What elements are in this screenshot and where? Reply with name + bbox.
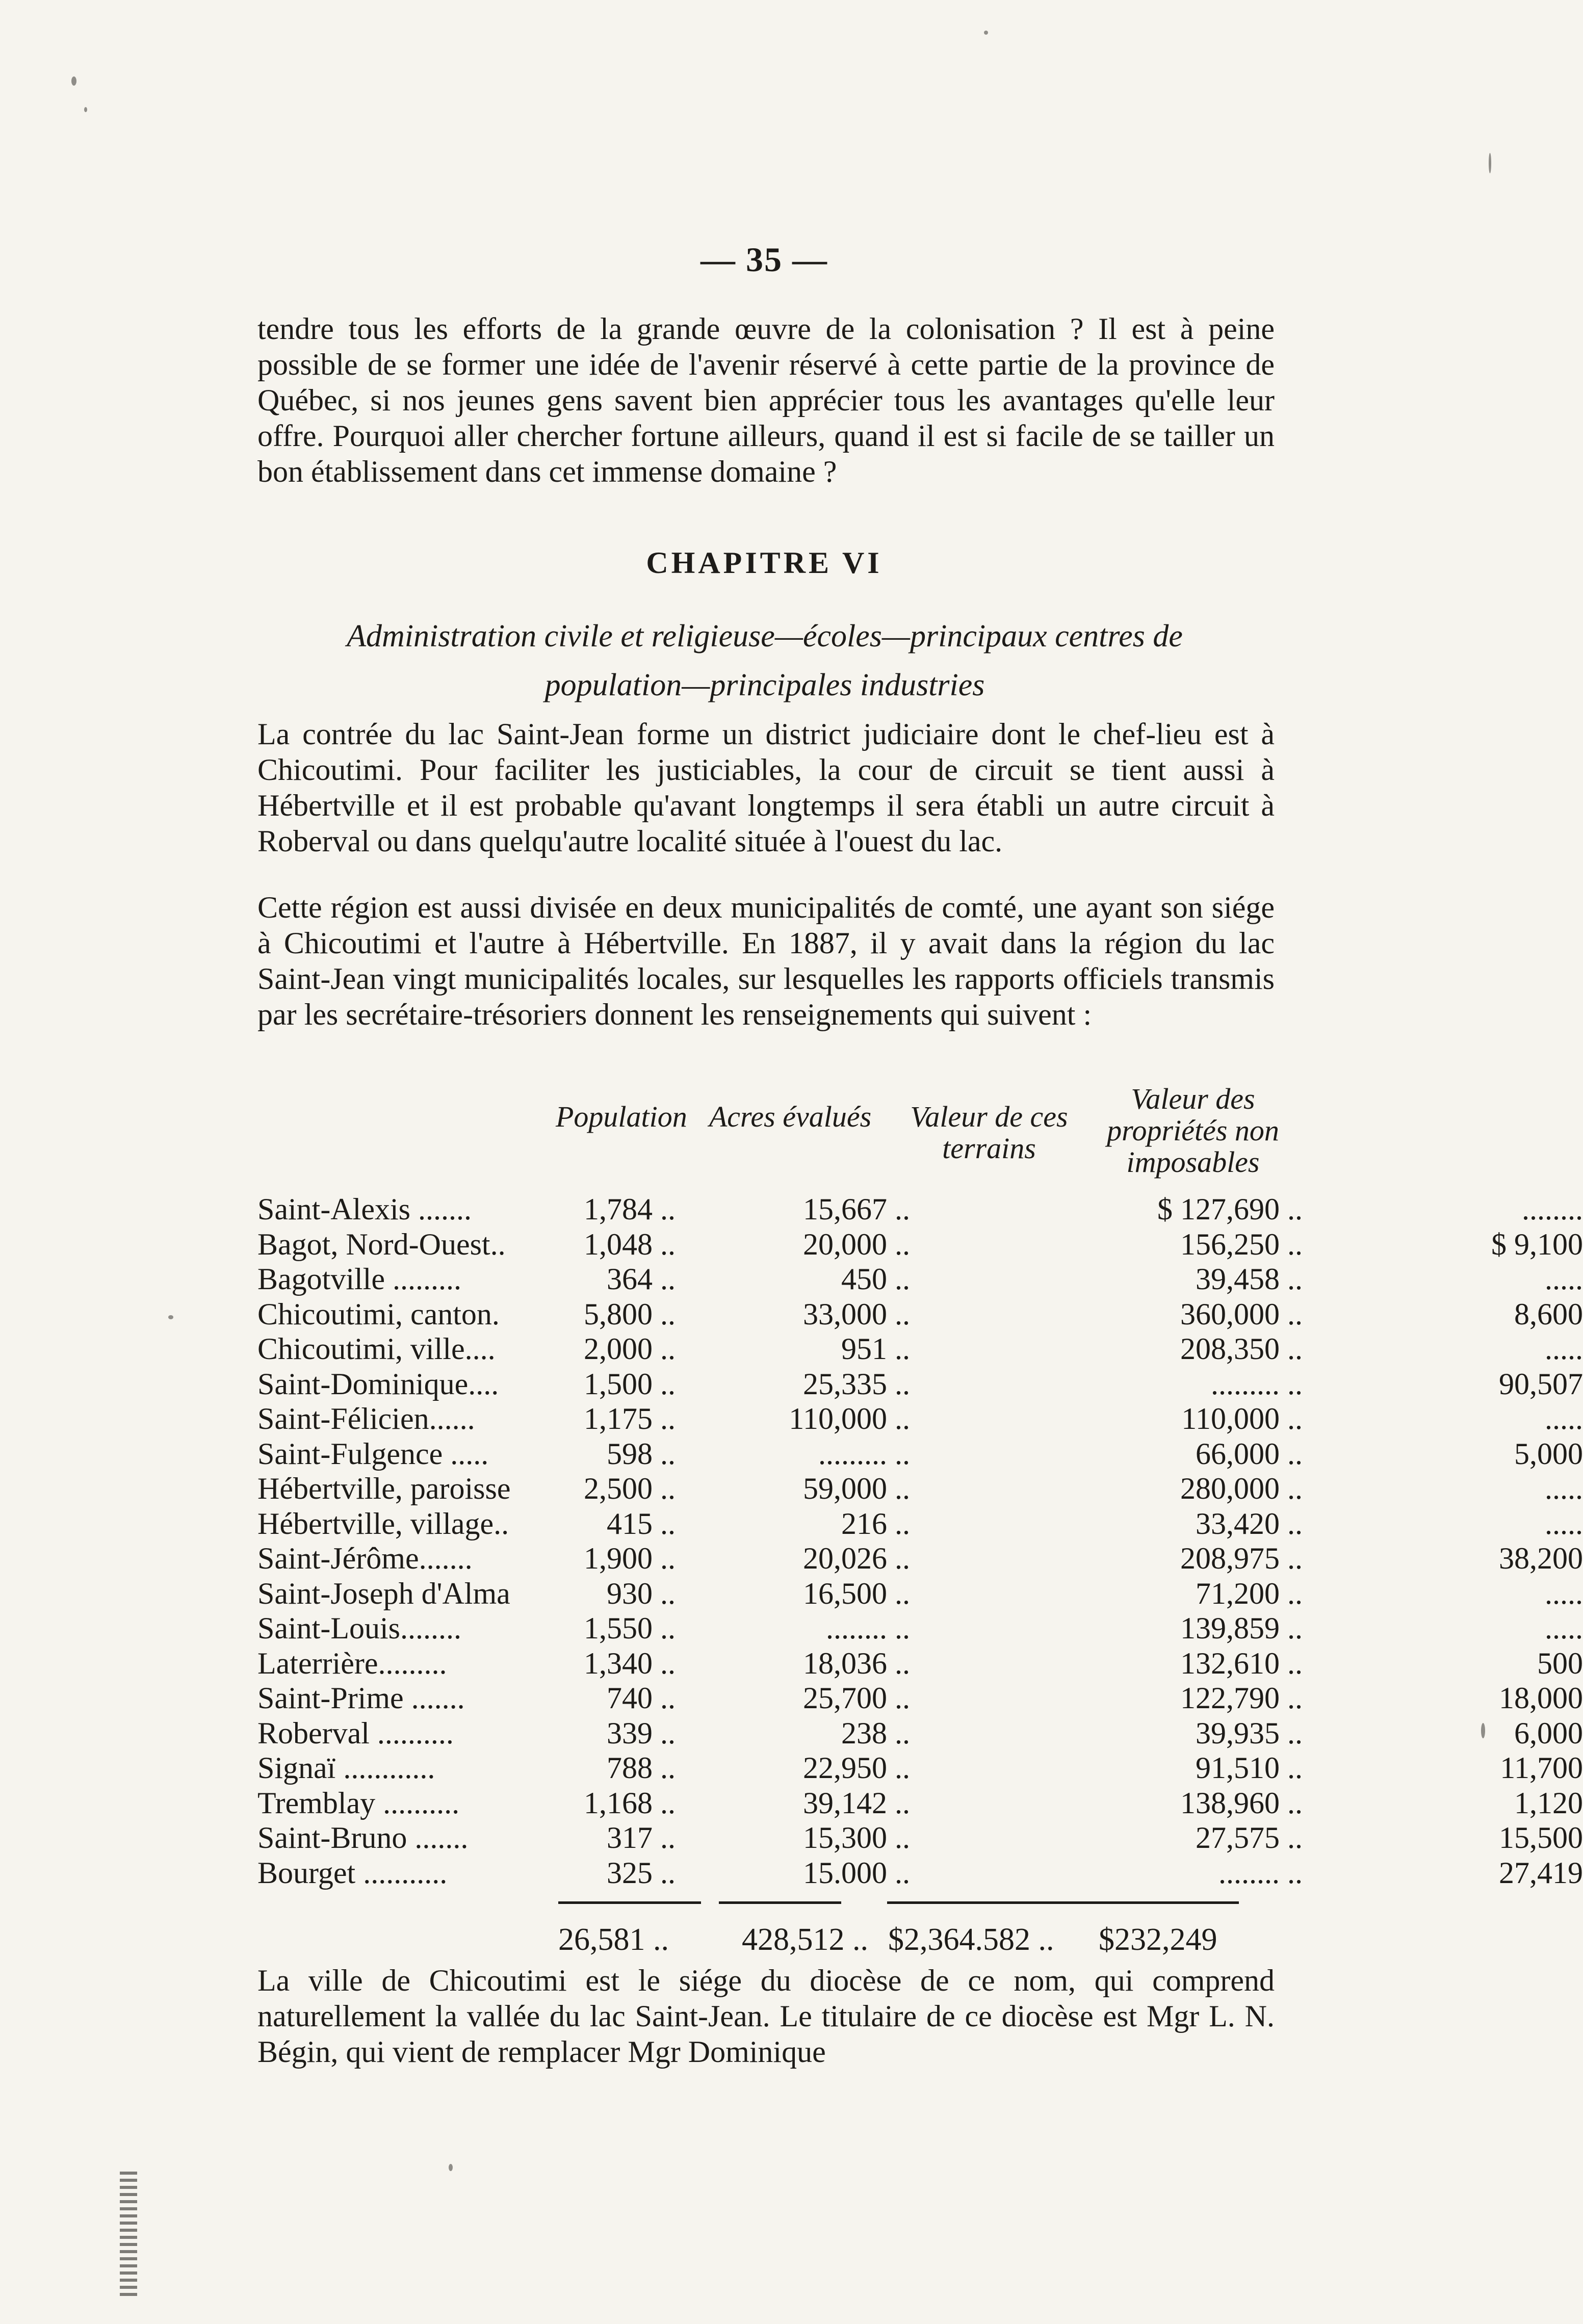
chapter-title: CHAPITRE VI	[646, 546, 883, 580]
municipality-name: Chicoutimi, canton.	[257, 1297, 500, 1331]
table-row	[257, 1297, 1583, 1332]
table-row	[257, 1227, 1583, 1262]
acres-cell: 15,300 ..	[803, 1821, 910, 1855]
proprietes-cell: .....	[1545, 1506, 1583, 1540]
municipality-name: Signaï ............	[257, 1751, 435, 1785]
municipality-name: Chicoutimi, ville....	[257, 1332, 496, 1366]
chapter-subtitle: Administration civile et religieuse—écoles—principaux centres de population—principales industries	[347, 619, 1183, 702]
table-row	[257, 1367, 1583, 1402]
total-valeur: $2,364.582 ..	[888, 1922, 1054, 1957]
total-rule	[887, 1901, 1111, 1904]
population-cell: 1,168 ..	[584, 1786, 676, 1820]
population-cell: 317 ..	[607, 1821, 676, 1855]
scan-speck	[984, 31, 988, 35]
acres-cell: 15.000 ..	[803, 1856, 910, 1890]
acres-cell: 110,000 ..	[789, 1402, 910, 1435]
population-cell: 740 ..	[607, 1681, 676, 1715]
municipality-name: Saint-Fulgence .....	[257, 1437, 489, 1471]
paragraph-municipalities: Cette région est aussi divisée en deux municipalités de comté, une ayant son siége à Chicoutimi et l'autre à Hébertville. En 1887, il y avait dans la région du lac Saint-Jean vingt municipalités locales, sur lesquelles les rapports officiels transmis par les secrétaire-trésoriers donnent les renseignements qui suivent :	[257, 891, 1275, 1031]
binding-edge-mark	[120, 2172, 137, 2299]
population-cell: 5,800 ..	[584, 1297, 676, 1331]
population-cell: 1,340 ..	[584, 1646, 676, 1680]
proprietes-cell: .....	[1545, 1472, 1583, 1505]
municipality-name: Hébertville, village..	[257, 1506, 509, 1540]
total-rule	[1101, 1901, 1239, 1904]
table-row	[257, 1786, 1583, 1821]
table-row	[257, 1471, 1583, 1506]
table-row	[257, 1401, 1583, 1437]
valeur-cell: ......... ..	[1211, 1367, 1303, 1401]
municipality-name: Saint-Jérôme.......	[257, 1542, 473, 1575]
header-acres: Acres évalués	[709, 1100, 872, 1133]
acres-cell: 33,000 ..	[803, 1297, 910, 1331]
table-row	[257, 1820, 1583, 1856]
population-cell: 1,784 ..	[584, 1192, 676, 1226]
proprietes-cell: 1,120	[1514, 1786, 1583, 1820]
table-row	[257, 1611, 1583, 1646]
valeur-cell: 280,000 ..	[1180, 1472, 1303, 1505]
paragraph-intro: tendre tous les efforts de la grande œuvre de la colonisation ? Il est à peine possible de se former une idée de l'avenir réservé à cette partie de la province de Québec, si nos jeunes gens savent bien apprécier tous les avantages qu'elle leur offre. Pourquoi aller chercher fortune ailleurs, quand il est si facile de se tailler un bon établissement dans cet immense domaine ?	[257, 312, 1275, 488]
valeur-cell: 27,575 ..	[1196, 1821, 1303, 1855]
page-number: — 35 —	[700, 240, 828, 279]
header-proprietes: Valeur des propriétés non imposables	[1107, 1082, 1279, 1179]
table-row	[257, 1437, 1583, 1472]
valeur-cell: 66,000 ..	[1196, 1437, 1303, 1471]
table-row	[257, 1751, 1583, 1786]
population-cell: 325 ..	[607, 1856, 676, 1890]
scan-speck	[1489, 153, 1491, 173]
acres-cell: 25,700 ..	[803, 1681, 910, 1715]
acres-cell: ........ ..	[826, 1611, 910, 1645]
proprietes-cell: 38,200	[1499, 1542, 1583, 1575]
proprietes-cell: $ 9,100	[1491, 1227, 1583, 1261]
valeur-cell: 110,000 ..	[1181, 1402, 1303, 1435]
municipality-name: Saint-Louis........	[257, 1611, 461, 1645]
proprietes-cell: .....	[1545, 1576, 1583, 1610]
valeur-cell: ........ ..	[1218, 1856, 1303, 1890]
proprietes-cell: 27,419	[1499, 1856, 1583, 1890]
population-cell: 1,500 ..	[584, 1367, 676, 1401]
valeur-cell: 208,350 ..	[1180, 1332, 1303, 1366]
header-valeur-terrains: Valeur de ces terrains	[910, 1100, 1068, 1165]
table-row	[257, 1506, 1583, 1542]
proprietes-cell: .....	[1545, 1611, 1583, 1645]
acres-cell: 951 ..	[841, 1332, 910, 1366]
scan-speck	[449, 2164, 453, 2171]
acres-cell: 238 ..	[841, 1716, 910, 1750]
proprietes-cell: .....	[1545, 1332, 1583, 1366]
acres-cell: 16,500 ..	[803, 1576, 910, 1610]
municipality-name: Saint-Alexis .......	[257, 1192, 472, 1226]
municipality-name: Bagot, Nord-Ouest..	[257, 1227, 506, 1261]
proprietes-cell: 18,000	[1499, 1681, 1583, 1715]
municipality-name: Saint-Bruno .......	[257, 1821, 469, 1855]
proprietes-cell: 8,600	[1514, 1297, 1583, 1331]
total-rule	[558, 1901, 701, 1904]
scan-speck	[168, 1315, 173, 1319]
proprietes-cell: ........	[1522, 1192, 1583, 1226]
municipality-name: Saint-Dominique....	[257, 1367, 499, 1401]
scan-speck	[71, 76, 76, 86]
acres-cell: 20,026 ..	[803, 1542, 910, 1575]
municipality-name: Laterrière.........	[257, 1646, 447, 1680]
population-cell: 1,048 ..	[584, 1227, 676, 1261]
scan-speck	[84, 107, 87, 112]
valeur-cell: $ 127,690 ..	[1157, 1192, 1303, 1226]
valeur-cell: 33,420 ..	[1196, 1506, 1303, 1540]
population-cell: 2,000 ..	[584, 1332, 676, 1366]
population-cell: 1,550 ..	[584, 1611, 676, 1645]
total-proprietes: $232,249	[1099, 1922, 1217, 1957]
valeur-cell: 138,960 ..	[1180, 1786, 1303, 1820]
municipality-name: Bagotville .........	[257, 1262, 461, 1296]
municipality-name: Bourget ...........	[257, 1856, 448, 1890]
acres-cell: 25,335 ..	[803, 1367, 910, 1401]
population-cell: 1,175 ..	[584, 1402, 676, 1435]
acres-cell: 22,950 ..	[803, 1751, 910, 1785]
municipality-name: Hébertville, paroisse	[257, 1472, 511, 1505]
proprietes-cell: .....	[1545, 1262, 1583, 1296]
valeur-cell: 91,510 ..	[1196, 1751, 1303, 1785]
valeur-cell: 360,000 ..	[1180, 1297, 1303, 1331]
acres-cell: 20,000 ..	[803, 1227, 910, 1261]
population-cell: 339 ..	[607, 1716, 676, 1750]
proprietes-cell: 5,000	[1514, 1437, 1583, 1471]
municipality-name: Saint-Joseph d'Alma	[257, 1576, 510, 1610]
table-row	[257, 1716, 1583, 1751]
table-row	[257, 1576, 1583, 1611]
total-population: 26,581 ..	[558, 1922, 669, 1957]
valeur-cell: 39,458 ..	[1196, 1262, 1303, 1296]
header-population: Population	[556, 1100, 687, 1133]
acres-cell: 450 ..	[841, 1262, 910, 1296]
proprietes-cell: 6,000	[1514, 1716, 1583, 1750]
proprietes-cell: 500	[1537, 1646, 1583, 1680]
valeur-cell: 39,935 ..	[1196, 1716, 1303, 1750]
population-cell: 415 ..	[607, 1506, 676, 1540]
acres-cell: 39,142 ..	[803, 1786, 910, 1820]
table-row	[257, 1681, 1583, 1716]
municipality-name: Tremblay ..........	[257, 1786, 460, 1820]
population-cell: 788 ..	[607, 1751, 676, 1785]
acres-cell: ......... ..	[818, 1437, 910, 1471]
valeur-cell: 208,975 ..	[1180, 1542, 1303, 1575]
acres-cell: 216 ..	[841, 1506, 910, 1540]
table-row	[257, 1331, 1583, 1367]
proprietes-cell: 90,507	[1499, 1367, 1583, 1401]
proprietes-cell: 15,500	[1499, 1821, 1583, 1855]
table-row	[257, 1646, 1583, 1681]
population-cell: 930 ..	[607, 1576, 676, 1610]
table-row	[257, 1262, 1583, 1297]
table-row	[257, 1192, 1583, 1227]
paragraph-diocese: La ville de Chicoutimi est le siége du diocèse de ce nom, qui comprend naturellement la vallée du lac Saint-Jean. Le titulaire de ce diocèse est Mgr L. N. Bégin, qui vient de remplacer Mgr Dominique	[257, 1964, 1275, 2069]
population-cell: 598 ..	[607, 1437, 676, 1471]
municipality-name: Roberval ..........	[257, 1716, 454, 1750]
proprietes-cell: 11,700	[1500, 1751, 1583, 1785]
table-row	[257, 1541, 1583, 1576]
acres-cell: 15,667 ..	[803, 1192, 910, 1226]
municipality-name: Saint-Prime .......	[257, 1681, 465, 1715]
valeur-cell: 139,859 ..	[1180, 1611, 1303, 1645]
valeur-cell: 132,610 ..	[1180, 1646, 1303, 1680]
total-rule	[719, 1901, 841, 1904]
acres-cell: 59,000 ..	[803, 1472, 910, 1505]
proprietes-cell: .....	[1545, 1402, 1583, 1435]
valeur-cell: 122,790 ..	[1180, 1681, 1303, 1715]
valeur-cell: 156,250 ..	[1180, 1227, 1303, 1261]
total-acres: 428,512 ..	[742, 1922, 868, 1957]
acres-cell: 18,036 ..	[803, 1646, 910, 1680]
paragraph-district: La contrée du lac Saint-Jean forme un district judiciaire dont le chef-lieu est à Chicoutimi. Pour faciliter les justiciables, la cour de circuit se tient aussi à Hébertville et il est probable qu'avant longtemps il sera établi un autre circuit à Roberval ou dans quelqu'autre localité située à l'ouest du lac.	[257, 717, 1275, 858]
population-cell: 364 ..	[607, 1262, 676, 1296]
municipalities-table	[257, 1192, 1583, 1890]
valeur-cell: 71,200 ..	[1196, 1576, 1303, 1610]
population-cell: 2,500 ..	[584, 1472, 676, 1505]
population-cell: 1,900 ..	[584, 1542, 676, 1575]
municipality-name: Saint-Félicien......	[257, 1402, 475, 1435]
table-row	[257, 1856, 1583, 1891]
